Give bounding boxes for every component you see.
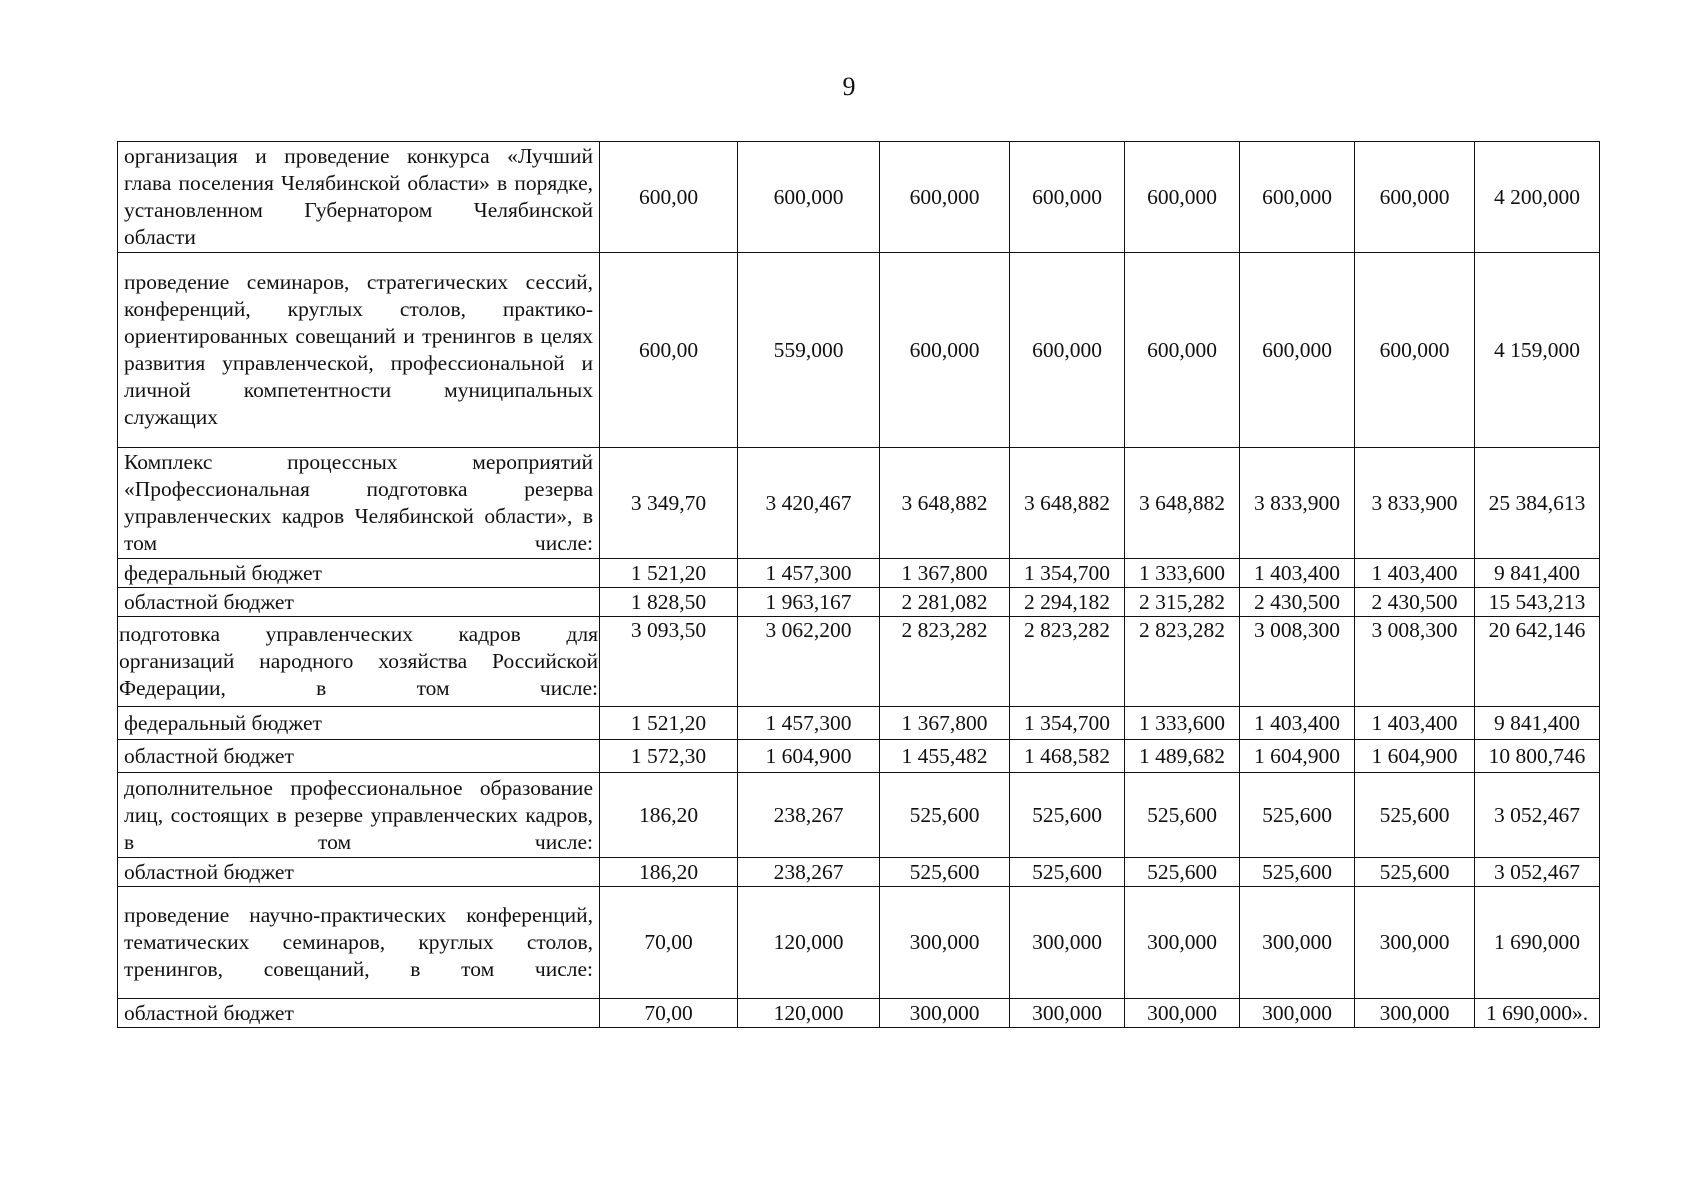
value-cell: 1 572,30 (600, 740, 738, 773)
value-cell: 1 403,400 (1355, 707, 1475, 740)
table-row (118, 588, 1600, 617)
value-cell: 525,600 (1010, 773, 1125, 858)
value-cell: 70,00 (600, 999, 738, 1028)
row-label: областной бюджет (118, 858, 600, 887)
total-cell: 9 841,400 (1475, 559, 1600, 588)
value-cell: 1 333,600 (1125, 559, 1240, 588)
value-cell: 600,000 (738, 142, 880, 253)
value-cell: 120,000 (738, 887, 880, 999)
value-cell: 1 468,582 (1010, 740, 1125, 773)
row-label: проведение семинаров, стратегических сессий, конференций, круглых столов, практико-ориентированных совещаний и тренингов в целях развития управленческой, профессиональной и личной компетентности муниципальных служащих (118, 253, 600, 448)
value-cell: 1 367,800 (880, 559, 1010, 588)
total-cell: 15 543,213 (1475, 588, 1600, 617)
row-label: областной бюджет (118, 588, 600, 617)
value-cell: 300,000 (880, 999, 1010, 1028)
value-cell: 238,267 (738, 858, 880, 887)
value-cell: 3 008,300 (1355, 617, 1475, 707)
value-cell: 559,000 (738, 253, 880, 448)
value-cell: 2 281,082 (880, 588, 1010, 617)
value-cell: 3 648,882 (1125, 448, 1240, 559)
value-cell: 3 093,50 (600, 617, 738, 707)
table-row (118, 707, 1600, 740)
value-cell: 300,000 (1125, 887, 1240, 999)
value-cell: 2 823,282 (1125, 617, 1240, 707)
value-cell: 3 648,882 (1010, 448, 1125, 559)
value-cell: 300,000 (1240, 887, 1355, 999)
total-cell: 3 052,467 (1475, 858, 1600, 887)
value-cell: 600,000 (1010, 142, 1125, 253)
total-cell: 1 690,000». (1475, 999, 1600, 1028)
value-cell: 1 521,20 (600, 559, 738, 588)
value-cell: 2 823,282 (1010, 617, 1125, 707)
total-cell: 25 384,613 (1475, 448, 1600, 559)
total-cell: 1 690,000 (1475, 887, 1600, 999)
row-label: проведение научно-практических конференций, тематических семинаров, круглых столов, тренингов, совещаний, в том числе: (118, 887, 600, 999)
value-cell: 1 403,400 (1355, 559, 1475, 588)
value-cell: 600,000 (1240, 253, 1355, 448)
value-cell: 525,600 (1125, 773, 1240, 858)
value-cell: 600,000 (880, 253, 1010, 448)
total-cell: 4 159,000 (1475, 253, 1600, 448)
value-cell: 1 457,300 (738, 707, 880, 740)
value-cell: 2 315,282 (1125, 588, 1240, 617)
value-cell: 300,000 (1240, 999, 1355, 1028)
value-cell: 3 349,70 (600, 448, 738, 559)
value-cell: 2 430,500 (1355, 588, 1475, 617)
table-row (118, 617, 1600, 707)
budget-table (117, 141, 1600, 1028)
value-cell: 1 354,700 (1010, 559, 1125, 588)
value-cell: 1 828,50 (600, 588, 738, 617)
table-row (118, 773, 1600, 858)
value-cell: 238,267 (738, 773, 880, 858)
row-label: Комплекс процессных мероприятий «Профессиональная подготовка резерва управленческих кадров Челябинской области», в том числе: (118, 448, 600, 559)
value-cell: 70,00 (600, 887, 738, 999)
row-label: областной бюджет (118, 740, 600, 773)
table-row (118, 999, 1600, 1028)
value-cell: 525,600 (1010, 858, 1125, 887)
value-cell: 600,000 (1010, 253, 1125, 448)
value-cell: 600,000 (1355, 142, 1475, 253)
value-cell: 120,000 (738, 999, 880, 1028)
row-label: дополнительное профессиональное образование лиц, состоящих в резерве управленческих кадров, в том числе: (118, 773, 600, 858)
table-row (118, 253, 1600, 448)
table-row (118, 142, 1600, 253)
value-cell: 1 367,800 (880, 707, 1010, 740)
value-cell: 1 604,900 (738, 740, 880, 773)
value-cell: 525,600 (1355, 858, 1475, 887)
value-cell: 300,000 (880, 887, 1010, 999)
row-label: федеральный бюджет (118, 707, 600, 740)
value-cell: 525,600 (1355, 773, 1475, 858)
value-cell: 300,000 (1010, 887, 1125, 999)
row-label: подготовка управленческих кадров для организаций народного хозяйства Российской Федерации, в том числе: (118, 617, 600, 707)
value-cell: 1 455,482 (880, 740, 1010, 773)
value-cell: 525,600 (1240, 773, 1355, 858)
total-cell: 20 642,146 (1475, 617, 1600, 707)
value-cell: 300,000 (1355, 999, 1475, 1028)
value-cell: 600,00 (600, 142, 738, 253)
value-cell: 2 430,500 (1240, 588, 1355, 617)
value-cell: 186,20 (600, 858, 738, 887)
row-label: областной бюджет (118, 999, 600, 1028)
value-cell: 2 294,182 (1010, 588, 1125, 617)
value-cell: 1 489,682 (1125, 740, 1240, 773)
value-cell: 3 648,882 (880, 448, 1010, 559)
value-cell: 3 833,900 (1240, 448, 1355, 559)
value-cell: 1 604,900 (1240, 740, 1355, 773)
value-cell: 3 008,300 (1240, 617, 1355, 707)
value-cell: 300,000 (1355, 887, 1475, 999)
value-cell: 525,600 (880, 773, 1010, 858)
value-cell: 1 963,167 (738, 588, 880, 617)
total-cell: 4 200,000 (1475, 142, 1600, 253)
total-cell: 3 052,467 (1475, 773, 1600, 858)
value-cell: 1 354,700 (1010, 707, 1125, 740)
value-cell: 600,000 (1125, 142, 1240, 253)
table-row (118, 740, 1600, 773)
page-number: 9 (842, 72, 856, 101)
total-cell: 10 800,746 (1475, 740, 1600, 773)
value-cell: 525,600 (1240, 858, 1355, 887)
value-cell: 3 420,467 (738, 448, 880, 559)
table-row (118, 887, 1600, 999)
total-cell: 9 841,400 (1475, 707, 1600, 740)
table-row (118, 448, 1600, 559)
value-cell: 300,000 (1125, 999, 1240, 1028)
value-cell: 1 333,600 (1125, 707, 1240, 740)
value-cell: 600,000 (1125, 253, 1240, 448)
value-cell: 186,20 (600, 773, 738, 858)
value-cell: 3 833,900 (1355, 448, 1475, 559)
value-cell: 2 823,282 (880, 617, 1010, 707)
value-cell: 600,000 (1355, 253, 1475, 448)
table-row (118, 858, 1600, 887)
value-cell: 1 403,400 (1240, 707, 1355, 740)
value-cell: 600,000 (1240, 142, 1355, 253)
value-cell: 600,00 (600, 253, 738, 448)
value-cell: 3 062,200 (738, 617, 880, 707)
value-cell: 525,600 (1125, 858, 1240, 887)
value-cell: 300,000 (1010, 999, 1125, 1028)
value-cell: 1 403,400 (1240, 559, 1355, 588)
value-cell: 600,000 (880, 142, 1010, 253)
value-cell: 1 604,900 (1355, 740, 1475, 773)
row-label: федеральный бюджет (118, 559, 600, 588)
value-cell: 1 457,300 (738, 559, 880, 588)
value-cell: 1 521,20 (600, 707, 738, 740)
row-label: организация и проведение конкурса «Лучший глава поселения Челябинской области» в порядке, установленном Губернатором Челябинской области (118, 142, 600, 253)
value-cell: 525,600 (880, 858, 1010, 887)
table-row (118, 559, 1600, 588)
